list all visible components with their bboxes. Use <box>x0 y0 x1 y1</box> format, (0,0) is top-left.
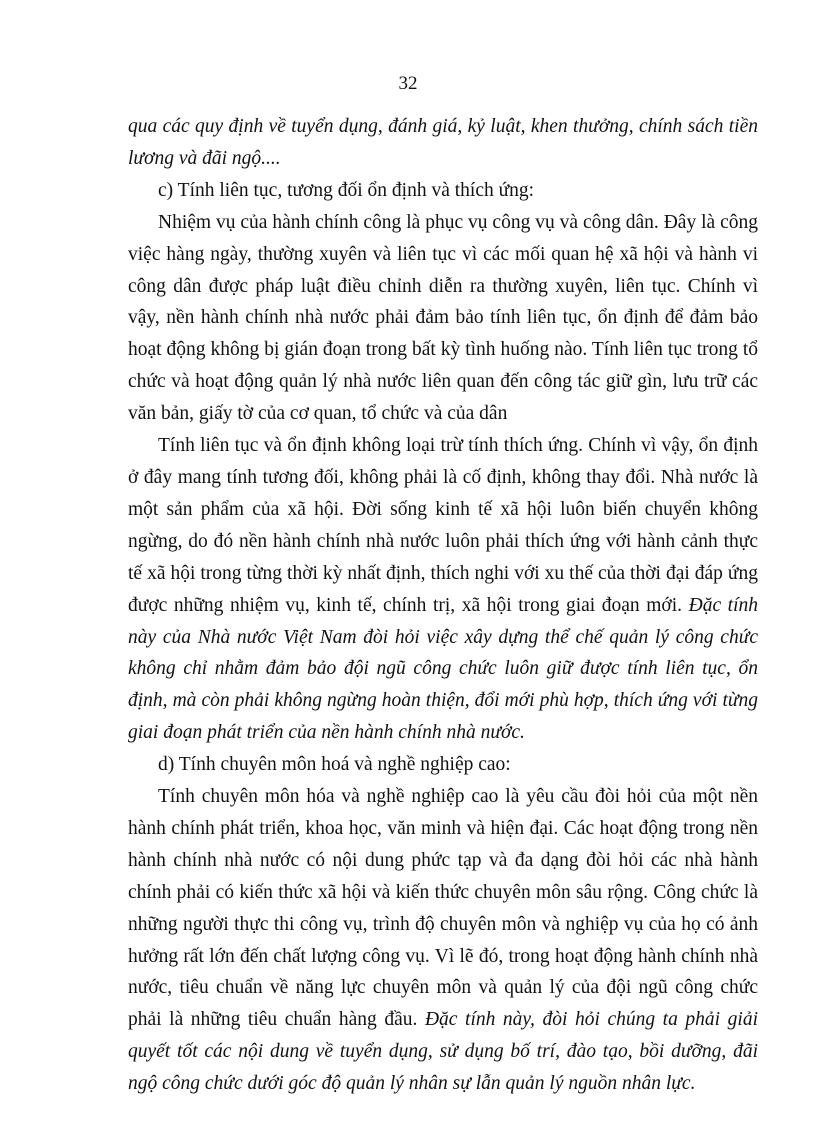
paragraph: Nhiệm vụ của hành chính công là phục vụ công vụ và công dân. Đây là công việc hàng ngày, thường xuyên và liên tục vì các mối quan hệ xã hội và hành vi công dân được pháp luật điều chỉnh diễn ra thường xuyên, liên tục. Chính vì vậy, nền hành chính nhà nước phải đảm bảo tính liên tục, ổn định để đảm bảo hoạt động không bị gián đoạn trong bất kỳ tình huống nào. Tính liên tục trong tổ chức và hoạt động quản lý nhà nước liên quan đến công tác giữ gìn, lưu trữ các văn bản, giấy tờ của cơ quan, tổ chức và của dân <box>128 211 758 425</box>
plain-text: Tính liên tục và ổn định không loại trừ tính thích ứng. Chính vì vậy, ổn định ở đây mang tính tương đối, không phải là cố định, không thay đổi. Nhà nước là một sản phẩm của xã hội. Đời sống kinh tế xã hội luôn biến chuyển không ngừng, do đó nền hành chính nhà nước luôn phải thích ứng với hành cảnh thực tế xã hội trong từng thời kỳ nhất định, thích nghi với xu thế của thời đại đáp ứng được những nhiệm vụ, kinh tế, chính trị, xã hội trong giai đoạn mới. <box>128 435 758 616</box>
paragraph <box>128 781 758 1100</box>
italic-text: Đặc tính này, đòi hỏi chúng ta phải giải quyết tốt các nội dung về tuyển dụng, sử dụng bố trí, đào tạo, bồi dưỡng, đãi ngộ công chức dưới góc độ quản lý nhân sự lẫn quản lý nguồn nhân lực. <box>128 1009 758 1095</box>
page-number: 32 <box>398 73 418 94</box>
plain-text: Tính chuyên môn hóa và nghề nghiệp cao là yêu cầu đòi hỏi của một nền hành chính phát triển, khoa học, văn minh và hiện đại. Các hoạt động trong nền hành chính nhà nước có nội dung phức tạp và đa dạng đòi hỏi các nhà hành chính phải có kiến thức xã hội và kiến thức chuyên môn sâu rộng. Công chức là những người thực thi công vụ, trình độ chuyên môn và nghiệp vụ của họ có ảnh hưởng rất lớn đến chất lượng công vụ. Vì lẽ đó, trong hoạt động hành chính nhà nước, tiêu chuẩn về năng lực chuyên môn và quản lý của đội ngũ công chức phải là những tiêu chuẩn hàng đầu. <box>128 786 758 1031</box>
paragraph <box>128 430 758 749</box>
italic-text: Đặc tính này của Nhà nước Việt Nam đòi hỏi việc xây dựng thể chế quản lý công chức không chỉ nhằm đảm bảo đội ngũ công chức luôn giữ được tính liên tục, ổn định, mà còn phải không ngừng hoàn thiện, đổi mới phù hợp, thích ứng với từng giai đoạn phát triển của nền hành chính nhà nước. <box>128 594 759 744</box>
section-heading-c: c) Tính liên tục, tương đối ổn định và thích ứng: <box>158 179 535 201</box>
paragraph-continuation <box>128 111 758 175</box>
section-heading-d: d) Tính chuyên môn hoá và nghề nghiệp cao: <box>158 754 511 776</box>
document-body <box>128 111 758 1100</box>
italic-text: qua các quy định về tuyển dụng, đánh giá, kỷ luật, khen thưởng, chính sách tiền lương và đãi ngộ.... <box>128 116 758 169</box>
